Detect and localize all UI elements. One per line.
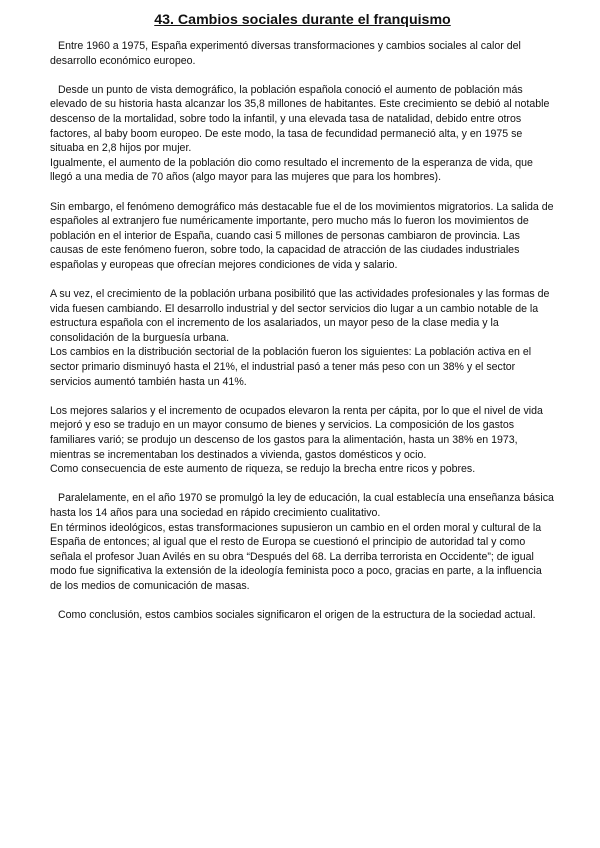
- paragraph-gap: [50, 273, 555, 288]
- paragraph-conclusion: Como conclusión, estos cambios sociales significaron el origen de la estructura de la sociedad actual.: [58, 609, 536, 622]
- paragraph-education: Paralelamente, en el año 1970 se promulgó la ley de educación, la cual establecía una enseñanza básica hasta los 14 años para una sociedad en rápido crecimiento cualitativo.: [50, 492, 554, 519]
- paragraph-gap: [50, 389, 555, 404]
- paragraph-intro: Entre 1960 a 1975, España experimentó diversas transformaciones y cambios sociales al calor del desarrollo económico europeo.: [50, 40, 521, 67]
- paragraph-demography: Desde un punto de vista demográfico, la población española conoció el aumento de población más elevado de su historia hasta alcanzar los 35,8 millones de habitantes. Este crecimiento se debió al notable descenso de la mortalidad, sobre todo la infantil, y una elevada tasa de natalidad, debido entre otros factores, al baby boom europeo. De este modo, la tasa de fecundidad permaneció alta, y en 1975 se situaba en 2,8 hijos por mujer.: [50, 83, 550, 155]
- page-title: 43. Cambios sociales durante el franquismo: [154, 12, 451, 28]
- paragraph-life-expectancy: Igualmente, el aumento de la población dio como resultado el incremento de la esperanza de vida, que llegó a una media de 70 años (algo mayor para las mujeres que para los hombres).: [50, 156, 533, 184]
- paragraph-wages: Los mejores salarios y el incremento de ocupados elevaron la renta per cápita, por lo que el nivel de vida mejoró y eso se tradujo en un mayor consumo de bienes y servicios. La composición de los gastos familiares varió; se produjo un descenso de los gastos para la alimentación, hasta un 38% en 1973, mientras se incrementaban los destinados a vivienda, gastos domésticos y ocio.: [50, 404, 543, 461]
- paragraph-gap: [50, 68, 555, 83]
- paragraph-migration: Sin embargo, el fenómeno demográfico más destacable fue el de los movimientos migratorios. La salida de españoles al extranjero fue numéricamente importante, pero mucho más lo fueron los movimientos de población en el interior de España, cuando casi 5 millones de personas cambiaron de provincia. Las causas de este fenómeno fueron, sobre todo, la capacidad de atracción de las ciudades industriales españolas y europeas que ofrecían mejores condiciones de vida y salario.: [50, 200, 554, 271]
- paragraph-sector-distribution: Los cambios en la distribución sectorial de la población fueron los siguientes: La población activa en el sector primario disminuyó hasta el 21%, el industrial pasó a tener más peso con un 38% y el sector servicios aumentó también hasta un 41%.: [50, 346, 532, 388]
- paragraph-urban-growth: A su vez, el crecimiento de la población urbana posibilitó que las actividades profesionales y las formas de vida fuesen cambiando. El desarrollo industrial y del sector servicios dio lugar a un cambio notable de la estructura española con el incremento de los asalariados, un mayor peso de la clase media y la consolidación de la burguesía urbana.: [50, 288, 550, 344]
- paragraph-gap: [50, 477, 555, 492]
- paragraph-gap: [50, 185, 555, 200]
- paragraph-wealth-gap: Como consecuencia de este aumento de riqueza, se redujo la brecha entre ricos y pobres.: [50, 463, 476, 476]
- paragraph-gap: [50, 594, 555, 609]
- paragraph-ideology: En términos ideológicos, estas transformaciones supusieron un cambio en el orden moral y cultural de la España de entonces; al igual que el resto de Europa se cuestionó el principio de autoridad tal y como señala el profesor Juan Avilés en su obra “Después del 68. La derriba terrorista en Occidente”; de igual modo fue significativa la extensión de la ideología feminista poco a poco, gracias en parte, a la influencia de los medios de comunicación de masas.: [50, 521, 542, 592]
- document-page: [50, 12, 555, 623]
